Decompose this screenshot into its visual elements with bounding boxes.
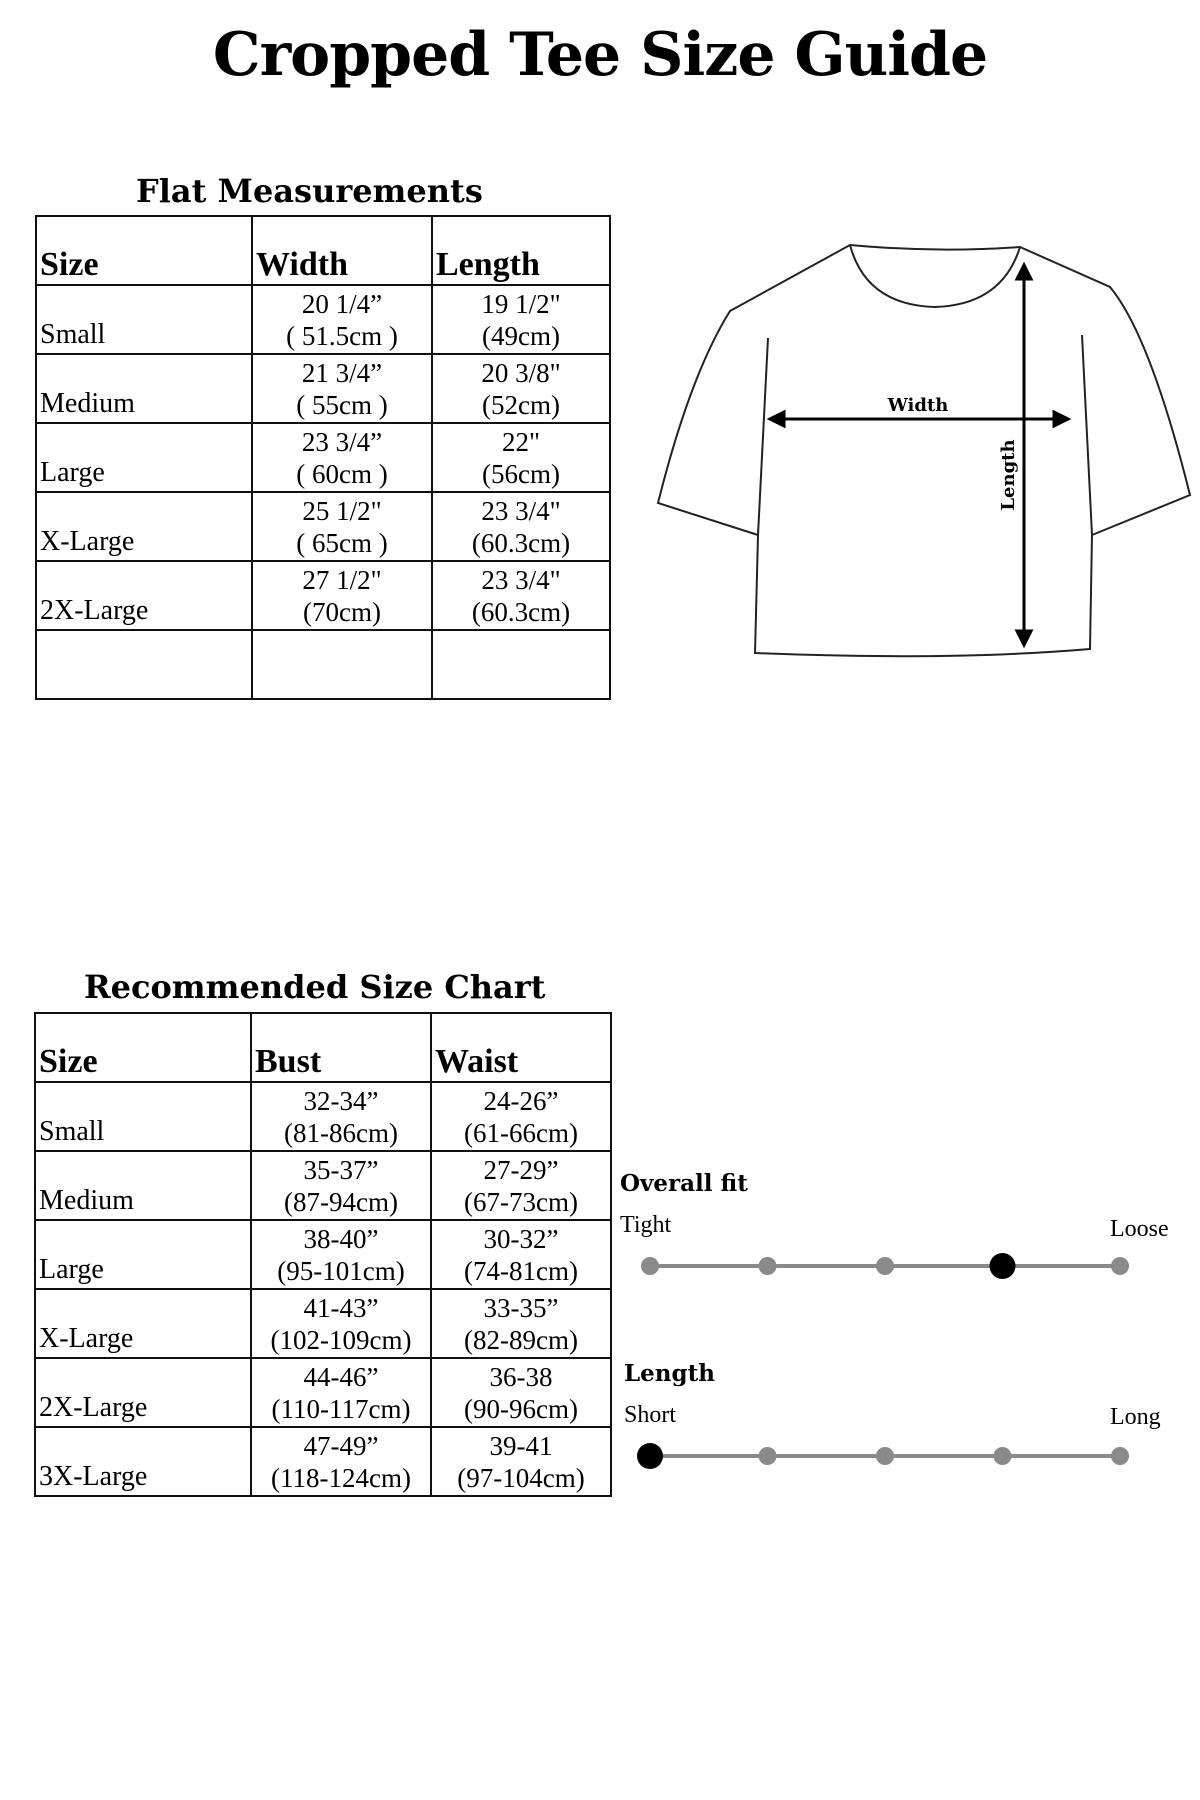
- length-cm: (56cm): [482, 458, 560, 489]
- length-fit-dot: [1111, 1447, 1129, 1465]
- overall-fit-dot: [1111, 1257, 1129, 1275]
- overall-fit-title: Overall fit: [620, 1170, 748, 1197]
- length-cm: (52cm): [482, 389, 560, 420]
- length-cell: [432, 492, 610, 561]
- waist-inches: 24-26”: [483, 1085, 559, 1116]
- overall-fit-dot: [759, 1257, 777, 1275]
- size-cell: X-Large: [36, 492, 252, 561]
- table-row: [35, 1358, 611, 1427]
- width-inches: 21 3/4”: [301, 357, 383, 388]
- bust-cm: (102-109cm): [270, 1324, 412, 1355]
- size-cell: Small: [36, 285, 252, 354]
- table-row: [35, 1220, 611, 1289]
- overall-fit-right-label: Loose: [1110, 1216, 1169, 1242]
- bust-inches: 38-40”: [303, 1223, 379, 1254]
- length-cm: (60.3cm): [471, 527, 571, 558]
- table-row: [36, 561, 610, 630]
- bust-cm: (118-124cm): [271, 1462, 411, 1493]
- length-inches: 20 3/8": [481, 357, 561, 388]
- bust-inches: 47-49”: [303, 1430, 379, 1461]
- waist-cell: [431, 1220, 611, 1289]
- bust-cell: [251, 1427, 431, 1496]
- empty-cell: [36, 630, 252, 699]
- table-row: [36, 285, 610, 354]
- table-row: [35, 1151, 611, 1220]
- bust-inches: 35-37”: [303, 1154, 379, 1185]
- table-header-row: [35, 1013, 611, 1082]
- bust-inches: 41-43”: [303, 1292, 379, 1323]
- width-cm: ( 60cm ): [296, 458, 388, 489]
- bust-cell: [251, 1151, 431, 1220]
- waist-cm: (82-89cm): [464, 1324, 578, 1355]
- waist-cell: [431, 1427, 611, 1496]
- waist-inches: 30-32”: [483, 1223, 559, 1254]
- width-inches: 20 1/4”: [301, 288, 383, 319]
- header-size: Size: [36, 216, 252, 285]
- length-fit-dot: [759, 1447, 777, 1465]
- bust-cell: [251, 1289, 431, 1358]
- bust-cm: (110-117cm): [271, 1393, 411, 1424]
- length-cell: [432, 561, 610, 630]
- width-cm: (70cm): [303, 596, 381, 627]
- size-cell: Large: [35, 1220, 251, 1289]
- waist-cell: [431, 1151, 611, 1220]
- length-fit-dot: [876, 1447, 894, 1465]
- length-inches: 23 3/4": [481, 495, 561, 526]
- waist-inches: 36-38: [489, 1361, 553, 1392]
- waist-inches: 27-29”: [483, 1154, 559, 1185]
- width-cell: [252, 492, 432, 561]
- header-width: Width: [252, 216, 432, 285]
- tshirt-diagram: [650, 235, 1200, 675]
- overall-fit-dot: [641, 1257, 659, 1275]
- bust-cm: (81-86cm): [284, 1117, 398, 1148]
- table-row: [36, 354, 610, 423]
- header-waist: Waist: [431, 1013, 611, 1082]
- width-cm: ( 65cm ): [296, 527, 388, 558]
- length-cm: (60.3cm): [471, 596, 571, 627]
- size-cell: Small: [35, 1082, 251, 1151]
- length-label: Length: [998, 439, 1019, 511]
- empty-row: [36, 630, 610, 699]
- width-cell: [252, 354, 432, 423]
- length-fit-left-label: Short: [624, 1402, 677, 1428]
- length-cm: (49cm): [482, 320, 560, 351]
- waist-cm: (90-96cm): [464, 1393, 578, 1424]
- waist-cm: (97-104cm): [457, 1462, 585, 1493]
- width-cell: [252, 285, 432, 354]
- bust-cell: [251, 1220, 431, 1289]
- bust-cell: [251, 1082, 431, 1151]
- length-inches: 23 3/4": [481, 564, 561, 595]
- length-cell: [432, 285, 610, 354]
- table-row: [35, 1289, 611, 1358]
- flat-measurements-title: Flat Measurements: [136, 172, 483, 210]
- length-arrow: [1017, 265, 1031, 645]
- overall-fit-dot: [876, 1257, 894, 1275]
- page-title: Cropped Tee Size Guide: [212, 20, 988, 90]
- bust-inches: 32-34”: [303, 1085, 379, 1116]
- length-fit-scale: [630, 1436, 1150, 1476]
- table-header-row: [36, 216, 610, 285]
- width-cm: ( 51.5cm ): [286, 320, 398, 351]
- table-row: [36, 423, 610, 492]
- bust-cell: [251, 1358, 431, 1427]
- length-fit-right-label: Long: [1110, 1404, 1161, 1430]
- recommended-size-chart-title: Recommended Size Chart: [84, 968, 546, 1006]
- width-cell: [252, 561, 432, 630]
- bust-cm: (87-94cm): [284, 1186, 398, 1217]
- tshirt-collar: [850, 245, 1020, 307]
- length-fit-selected-dot: [637, 1443, 663, 1469]
- header-size: Size: [35, 1013, 251, 1082]
- overall-fit-left-label: Tight: [620, 1212, 672, 1238]
- tshirt-left-seam: [758, 338, 768, 535]
- waist-cm: (74-81cm): [464, 1255, 578, 1286]
- width-inches: 27 1/2": [302, 564, 382, 595]
- size-cell: 3X-Large: [35, 1427, 251, 1496]
- length-fit-dot: [994, 1447, 1012, 1465]
- length-cell: [432, 354, 610, 423]
- flat-measurements-table: [35, 215, 611, 700]
- width-label: Width: [887, 395, 949, 416]
- length-fit-title: Length: [624, 1360, 715, 1387]
- table-row: [35, 1427, 611, 1496]
- size-cell: X-Large: [35, 1289, 251, 1358]
- width-inches: 25 1/2": [302, 495, 382, 526]
- width-cm: ( 55cm ): [296, 389, 388, 420]
- waist-cm: (67-73cm): [464, 1186, 578, 1217]
- header-length: Length: [432, 216, 610, 285]
- size-cell: 2X-Large: [35, 1358, 251, 1427]
- overall-fit-selected-dot: [990, 1253, 1016, 1279]
- table-row: [35, 1082, 611, 1151]
- header-bust: Bust: [251, 1013, 431, 1082]
- recommended-size-table: [34, 1012, 612, 1497]
- waist-cm: (61-66cm): [464, 1117, 578, 1148]
- length-cell: [432, 423, 610, 492]
- size-cell: Large: [36, 423, 252, 492]
- size-cell: Medium: [36, 354, 252, 423]
- bust-cm: (95-101cm): [277, 1255, 405, 1286]
- empty-cell: [432, 630, 610, 699]
- waist-inches: 33-35”: [483, 1292, 559, 1323]
- table-row: [36, 492, 610, 561]
- tshirt-right-seam: [1082, 335, 1092, 535]
- waist-cell: [431, 1358, 611, 1427]
- waist-inches: 39-41: [489, 1430, 553, 1461]
- bust-inches: 44-46”: [303, 1361, 379, 1392]
- width-cell: [252, 423, 432, 492]
- waist-cell: [431, 1082, 611, 1151]
- width-inches: 23 3/4”: [301, 426, 383, 457]
- overall-fit-scale: [630, 1246, 1150, 1286]
- size-cell: 2X-Large: [36, 561, 252, 630]
- length-inches: 19 1/2": [481, 288, 561, 319]
- length-inches: 22": [501, 426, 541, 457]
- waist-cell: [431, 1289, 611, 1358]
- size-cell: Medium: [35, 1151, 251, 1220]
- empty-cell: [252, 630, 432, 699]
